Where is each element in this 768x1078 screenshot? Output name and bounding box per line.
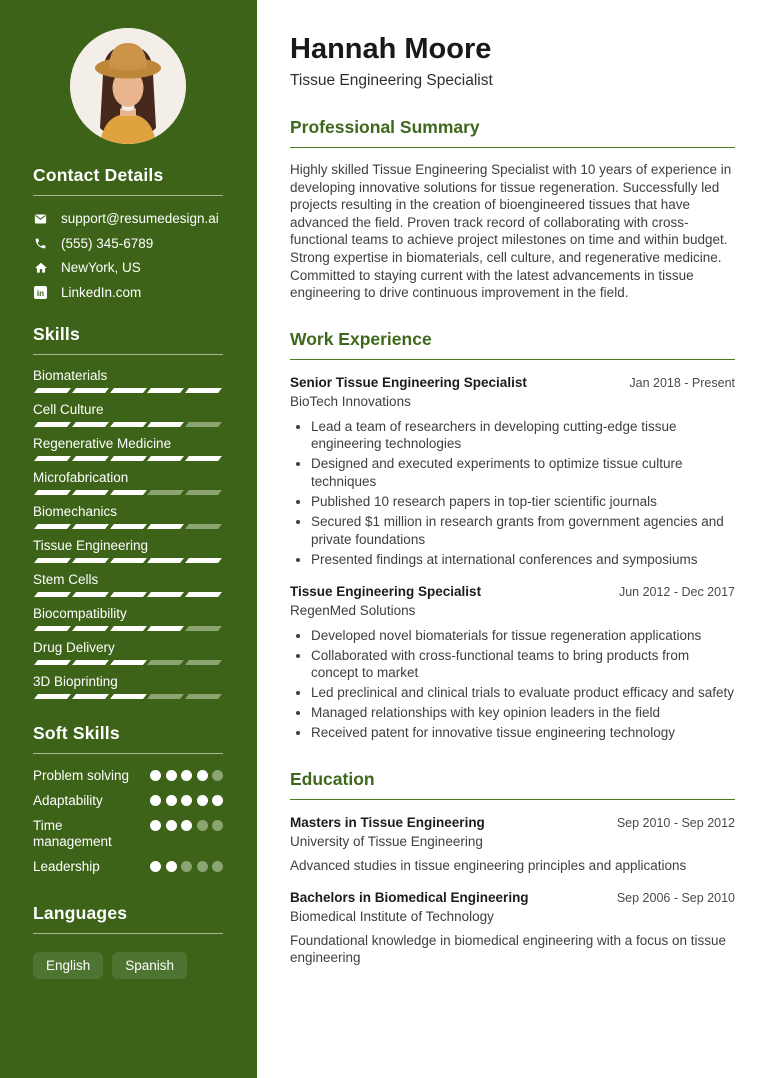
skill-item	[33, 402, 223, 427]
job-dates: Jun 2012 - Dec 2017	[618, 584, 735, 599]
skill-item	[33, 368, 223, 393]
skill-level-segment	[147, 626, 184, 631]
contact-list	[33, 211, 223, 300]
skill-level-dot	[166, 795, 177, 806]
skill-item	[33, 436, 223, 461]
skill-level-segment	[185, 592, 222, 597]
skill-level-dot	[181, 770, 192, 781]
skill-level-segment	[110, 558, 147, 563]
soft-skill-name: Adaptability	[33, 792, 103, 808]
soft-skill-item	[33, 818, 223, 850]
skill-level-segment	[110, 592, 147, 597]
contact-item	[33, 285, 223, 300]
contact-item-text: LinkedIn.com	[61, 284, 142, 300]
skill-level-bar	[33, 660, 223, 665]
skill-level-segment	[34, 524, 71, 529]
skill-level-segment	[34, 626, 71, 631]
skill-level-segment	[34, 558, 71, 563]
skill-name: Drug Delivery	[33, 639, 115, 655]
contact-item	[33, 236, 223, 251]
skill-level-bar	[33, 456, 223, 461]
soft-skill-level-dots	[150, 793, 223, 806]
skill-level-segment	[34, 388, 71, 393]
skill-level-segment	[147, 694, 184, 699]
skill-level-segment	[34, 592, 71, 597]
skill-level-bar	[33, 524, 223, 529]
skill-name: 3D Bioprinting	[33, 673, 118, 689]
skill-level-dot	[197, 795, 208, 806]
skill-level-segment	[34, 660, 71, 665]
skill-level-dot	[166, 861, 177, 872]
skill-item	[33, 504, 223, 529]
contact-item-text: support@resumedesign.ai	[61, 211, 219, 226]
skill-level-dot	[166, 770, 177, 781]
contact-section	[33, 165, 223, 300]
experience-item-header	[290, 375, 735, 390]
profile-photo	[70, 28, 186, 144]
skill-name: Biomechanics	[33, 503, 118, 519]
languages-section-title: Languages	[33, 903, 223, 934]
soft-skills-section-title: Soft Skills	[33, 723, 223, 754]
skill-level-dot	[150, 820, 161, 831]
education-section-title: Education	[290, 769, 735, 800]
skill-level-segment	[185, 422, 222, 427]
soft-skill-level-dots	[150, 818, 223, 831]
skill-level-segment	[34, 456, 71, 461]
languages-section	[33, 903, 223, 979]
job-role: Senior Tissue Engineering Specialist	[290, 374, 527, 390]
skill-name: Biocompatibility	[33, 605, 127, 621]
education-item	[290, 815, 735, 875]
skill-level-bar	[33, 558, 223, 563]
skill-level-segment	[110, 388, 147, 393]
job-bullet: • Developed novel biomaterials for tissue regeneration applications	[311, 627, 735, 645]
soft-skills-list	[33, 768, 223, 875]
skill-level-segment	[147, 558, 184, 563]
skill-level-segment	[185, 558, 222, 563]
skill-level-segment	[185, 388, 222, 393]
skill-level-segment	[110, 524, 147, 529]
contact-item-text: NewYork, US	[61, 260, 141, 275]
education-description: Foundational knowledge in biomedical engineering with a focus on tissue engineering	[290, 932, 727, 966]
linkedin-icon	[33, 285, 48, 300]
education-list	[290, 815, 735, 967]
education-description: Advanced studies in tissue engineering principles and applications	[290, 858, 687, 874]
soft-skill-level-dots	[150, 859, 223, 872]
skill-level-bar	[33, 388, 223, 393]
skill-level-segment	[147, 456, 184, 461]
education-item-header	[290, 815, 735, 830]
home-icon	[33, 260, 48, 275]
skill-level-dot	[212, 820, 223, 831]
job-role: Tissue Engineering Specialist	[290, 583, 482, 599]
job-bullet: • Managed relationships with key opinion leaders in the field	[311, 704, 735, 722]
avatar	[70, 28, 186, 144]
education-dates: Sep 2010 - Sep 2012	[616, 816, 735, 831]
skill-level-segment	[147, 592, 184, 597]
job-company: BioTech Innovations	[290, 393, 411, 409]
job-bullet: • Published 10 research papers in top-tier scientific journals	[311, 493, 735, 511]
skill-level-segment	[147, 490, 184, 495]
skill-level-segment	[72, 558, 109, 563]
experience-item	[290, 584, 735, 743]
education-item	[290, 890, 735, 967]
person-title: Tissue Engineering Specialist	[290, 72, 493, 89]
skills-section	[33, 324, 223, 699]
skill-level-segment	[72, 592, 109, 597]
job-bullet: • Lead a team of researchers in developing cutting-edge tissue engineering technologies	[311, 418, 735, 453]
email-icon	[33, 211, 48, 226]
svg-text:in: in	[36, 288, 45, 298]
skill-level-dot	[150, 795, 161, 806]
job-bullet: • Collaborated with cross-functional teams to bring products from concept to market	[311, 647, 735, 682]
experience-section-title: Work Experience	[290, 329, 735, 360]
skill-level-dot	[197, 820, 208, 831]
skill-level-bar	[33, 626, 223, 631]
skill-level-dot	[197, 770, 208, 781]
skill-level-segment	[147, 388, 184, 393]
experience-list	[290, 375, 735, 742]
job-bullet-list	[290, 418, 735, 569]
skill-level-bar	[33, 694, 223, 699]
skill-level-segment	[185, 626, 222, 631]
experience-item-header	[290, 584, 735, 599]
skill-level-segment	[34, 694, 71, 699]
experience-item	[290, 375, 735, 569]
phone-icon	[33, 236, 48, 251]
skill-level-segment	[72, 422, 109, 427]
skill-level-segment	[147, 422, 184, 427]
skill-level-segment	[110, 456, 147, 461]
contact-item	[33, 260, 223, 275]
skill-level-bar	[33, 422, 223, 427]
soft-skill-level-dots	[150, 768, 223, 781]
language-pill: English	[33, 952, 103, 979]
person-name: Hannah Moore	[290, 33, 492, 65]
skill-level-segment	[72, 660, 109, 665]
languages-list	[33, 952, 223, 979]
job-bullet: • Secured $1 million in research grants from government agencies and private foundations	[311, 513, 735, 548]
summary-text: Highly skilled Tissue Engineering Specialist with 10 years of experience in developing innovative solutions for tissue regeneration. Successfully led projects resulting in the creation of bioengineered tissues that have advanced the field. Proven track record of collaborating with cross-functional teams to achieve project milestones on time and within budget. Strong expertise in biomaterials, cell culture, and regenerative medicine. Committed to staying current with the latest advancements in tissue engineering to drive continuous improvement in the field.	[290, 162, 732, 301]
skill-name: Microfabrication	[33, 469, 129, 485]
skill-name: Cell Culture	[33, 401, 104, 417]
job-dates: Jan 2018 - Present	[629, 375, 735, 390]
soft-skill-item	[33, 793, 223, 809]
skill-level-dot	[150, 861, 161, 872]
soft-skills-section	[33, 723, 223, 875]
skill-level-segment	[185, 524, 222, 529]
soft-skill-item	[33, 859, 223, 875]
job-bullet: • Received patent for innovative tissue engineering technology	[311, 724, 735, 742]
skill-level-segment	[72, 456, 109, 461]
job-bullet-list	[290, 627, 735, 743]
skill-level-dot	[166, 820, 177, 831]
skill-level-segment	[147, 660, 184, 665]
soft-skill-name: Leadership	[33, 858, 100, 874]
skill-item	[33, 572, 223, 597]
degree-name: Masters in Tissue Engineering	[290, 815, 485, 831]
experience-section	[290, 329, 735, 742]
skills-section-title: Skills	[33, 324, 223, 355]
skill-item	[33, 640, 223, 665]
skill-level-bar	[33, 490, 223, 495]
skill-level-dot	[212, 861, 223, 872]
education-dates: Sep 2006 - Sep 2010	[616, 890, 735, 905]
school-name: Biomedical Institute of Technology	[290, 908, 494, 924]
summary-section-title: Professional Summary	[290, 117, 735, 148]
skill-level-segment	[147, 524, 184, 529]
main-content	[257, 0, 768, 1078]
job-bullet: • Designed and executed experiments to optimize tissue culture techniques	[311, 455, 735, 490]
skill-level-segment	[110, 694, 147, 699]
skill-level-segment	[110, 660, 147, 665]
skill-level-segment	[34, 422, 71, 427]
skill-level-segment	[185, 490, 222, 495]
education-item-header	[290, 890, 735, 905]
soft-skill-item	[33, 768, 223, 784]
skill-level-segment	[72, 626, 109, 631]
job-bullet: • Led preclinical and clinical trials to evaluate product efficacy and safety	[311, 684, 735, 702]
skill-name: Biomaterials	[33, 367, 108, 383]
skills-list	[33, 368, 223, 699]
language-pill: Spanish	[112, 952, 187, 979]
soft-skill-name: Problem solving	[33, 767, 130, 783]
skill-level-dot	[181, 820, 192, 831]
skill-level-dot	[212, 795, 223, 806]
skill-level-dot	[181, 795, 192, 806]
skill-level-segment	[72, 524, 109, 529]
skill-item	[33, 674, 223, 699]
contact-item	[33, 211, 223, 226]
skill-item	[33, 470, 223, 495]
skill-item	[33, 606, 223, 631]
skill-level-segment	[185, 456, 222, 461]
skill-level-segment	[110, 490, 147, 495]
skill-item	[33, 538, 223, 563]
skill-level-segment	[185, 660, 222, 665]
contact-item-text: (555) 345-6789	[61, 235, 154, 251]
school-name: University of Tissue Engineering	[290, 834, 483, 850]
skill-name: Tissue Engineering	[33, 537, 149, 553]
skill-level-dot	[197, 861, 208, 872]
soft-skill-name: Time management	[33, 817, 112, 849]
sidebar	[0, 0, 257, 1078]
skill-level-segment	[72, 694, 109, 699]
skill-level-segment	[110, 422, 147, 427]
skill-level-dot	[212, 770, 223, 781]
skill-level-segment	[110, 626, 147, 631]
education-section	[290, 769, 735, 967]
skill-level-dot	[150, 770, 161, 781]
skill-level-segment	[185, 694, 222, 699]
skill-name: Regenerative Medicine	[33, 435, 172, 451]
job-company: RegenMed Solutions	[290, 602, 416, 618]
degree-name: Bachelors in Biomedical Engineering	[290, 889, 529, 905]
job-bullet: • Presented findings at international conferences and symposiums	[311, 551, 735, 569]
skill-name: Stem Cells	[33, 571, 99, 587]
skill-level-bar	[33, 592, 223, 597]
skill-level-segment	[72, 490, 109, 495]
contact-section-title: Contact Details	[33, 165, 223, 196]
skill-level-dot	[181, 861, 192, 872]
skill-level-segment	[34, 490, 71, 495]
skill-level-segment	[72, 388, 109, 393]
summary-section	[290, 117, 735, 302]
